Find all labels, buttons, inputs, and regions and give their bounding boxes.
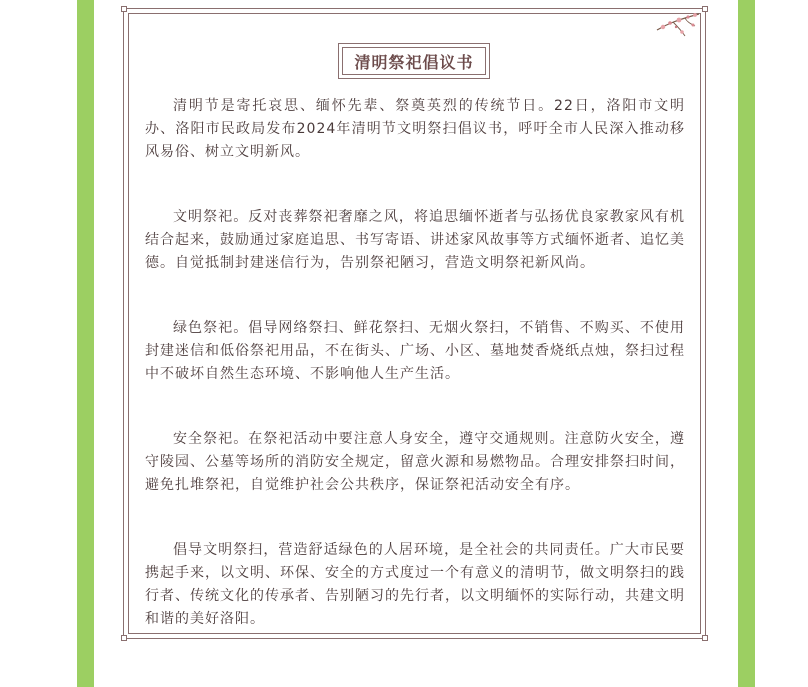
- frame-corner-bottom-left: [121, 635, 127, 641]
- paragraph-conclusion: 倡导文明祭扫，营造舒适绿色的人居环境，是全社会的共同责任。广大市民要携起手来，以文明、环保、安全的方式度过一个有意义的清明节，做文明祭扫的践行者、传统文化的传承者、告别陋习的先行者，以文明缅怀的实际行动，共建文明和谐的美好洛阳。: [145, 542, 685, 627]
- plum-blossom-decoration-icon: [655, 10, 701, 40]
- frame-corner-top-right: [702, 6, 708, 12]
- page-title: 清明祭祀倡议书: [354, 52, 474, 72]
- paragraph-intro: 清明节是寄托哀思、缅怀先辈、祭奠英烈的传统节日。22日，洛阳市文明办、洛阳市民政局发布2024年清明节文明祭扫倡议书，呼吁全市人民深入推动移风易俗、树立文明新风。: [145, 98, 685, 160]
- paragraph-safe-worship: 安全祭祀。在祭祀活动中要注意人身安全，遵守交通规则。注意防火安全，遵守陵园、公墓等场所的消防安全规定，留意火源和易燃物品。合理安排祭扫时间，避免扎堆祭祀，自觉维护社会公共秩序，保证祭祀活动安全有序。: [145, 431, 685, 493]
- paragraph-civilized-worship: 文明祭祀。反对丧葬祭祀奢靡之风，将追思缅怀逝者与弘扬优良家教家风有机结合起来，鼓励通过家庭追思、书写寄语、讲述家风故事等方式缅怀逝者、追忆美德。自觉抵制封建迷信行为，告别祭祀陋习，营造文明祭祀新风尚。: [145, 209, 685, 271]
- left-green-border: [77, 0, 94, 687]
- title-box: [338, 43, 490, 79]
- right-green-border: [738, 0, 755, 687]
- paragraph-green-worship: 绿色祭祀。倡导网络祭扫、鲜花祭扫、无烟火祭扫，不销售、不购买、不使用封建迷信和低俗祭祀用品，不在街头、广场、小区、墓地焚香烧纸点烛，祭扫过程中不破坏自然生态环境、不影响他人生产生活。: [145, 320, 685, 382]
- article-body: [145, 95, 685, 631]
- frame-corner-top-left: [121, 6, 127, 12]
- frame-corner-bottom-right: [702, 635, 708, 641]
